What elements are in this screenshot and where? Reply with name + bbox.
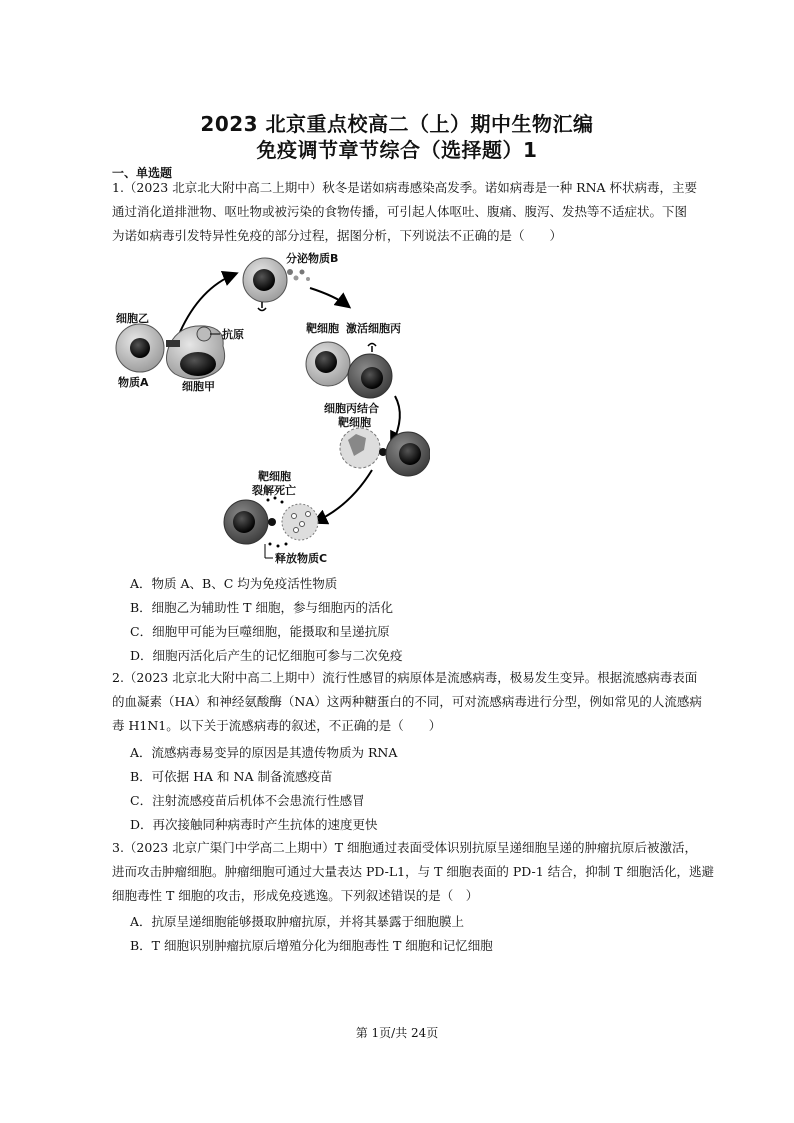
label-activated-bing: 激活细胞丙 — [346, 322, 401, 335]
question-2-line: 毒 H1N1。以下关于流感病毒的叙述，不正确的是（ ） — [112, 718, 442, 733]
question-1-line: 通过消化道排泄物、呕吐物或被污染的食物传播，可引起人体呕吐、腹痛、腹泻、发热等不适症状。下图 — [112, 204, 688, 219]
label-substance-a: 物质A — [118, 376, 149, 389]
activated-cell-bing-icon — [348, 344, 392, 399]
label-cell-jia: 细胞甲 — [182, 380, 215, 393]
label-secrete-b: 分泌物质B — [286, 252, 339, 265]
page-footer: 第 1页/共 24页 — [355, 1026, 439, 1040]
label-cell-yi: 细胞乙 — [116, 312, 149, 325]
q1-option-a: A．物质 A、B、C 均为免疫活性物质 — [130, 576, 338, 591]
top-cell-icon — [243, 258, 310, 311]
lysis-cells-icon — [224, 497, 318, 548]
q1-option-c: C．细胞甲可能为巨噬细胞，能摄取和呈递抗原 — [130, 624, 390, 639]
question-3-stem — [112, 836, 714, 908]
question-3-line: 细胞毒性 T 细胞的攻击，形成免疫逃逸。下列叙述错误的是（ ） — [112, 888, 479, 903]
q2-option-b: B．可依据 HA 和 NA 制备流感疫苗 — [130, 769, 333, 784]
question-2-line: 2.（2023 北京北大附中高二上期中）流行性感冒的病原体是流感病毒，极易发生变异。根据流感病毒表面 — [112, 670, 698, 685]
binding-cells-icon — [340, 428, 430, 476]
arrow-curve — [310, 288, 348, 306]
q2-option-d: D．再次接触同种病毒时产生抗体的速度更快 — [130, 817, 378, 832]
label-binding-line2: 靶细胞 — [338, 416, 371, 429]
target-cell-icon — [306, 342, 350, 386]
document-title-line1: 2023 北京重点校高二（上）期中生物汇编 — [200, 112, 594, 136]
label-lysis-line2: 裂解死亡 — [252, 484, 296, 497]
document-title-line2: 免疫调节章节综合（选择题）1 — [256, 138, 538, 162]
question-2-line: 的血凝素（HA）和神经氨酸酶（NA）这两种糖蛋白的不同，可对流感病毒进行分型，例如常见的人流感病 — [112, 694, 702, 709]
question-2-stem — [112, 666, 702, 738]
label-lysis-line1: 靶细胞 — [258, 470, 291, 483]
q2-option-c: C．注射流感疫苗后机体不会患流行性感冒 — [130, 793, 365, 808]
question-1-stem — [112, 176, 698, 248]
label-target-cell: 靶细胞 — [306, 322, 339, 335]
immune-process-figure — [110, 248, 430, 578]
q3-option-a: A．抗原呈递细胞能够摄取肿瘤抗原，并将其暴露于细胞膜上 — [130, 914, 465, 929]
question-1-line: 为诺如病毒引发特异性免疫的部分过程，据图分析，下列说法不正确的是（ ） — [112, 228, 563, 243]
arrow-curve — [180, 274, 235, 332]
label-binding-line1: 细胞丙结合 — [324, 402, 379, 415]
section-label: 一、单选题 — [112, 166, 173, 180]
q3-option-b: B．T 细胞识别肿瘤抗原后增殖分化为细胞毒性 T 细胞和记忆细胞 — [130, 938, 493, 953]
question-1-line: 1.（2023 北京北大附中高二上期中）秋冬是诺如病毒感染高发季。诺如病毒是一种 RNA 杯状病毒，主要 — [112, 180, 698, 195]
question-3-line: 3.（2023 北京广渠门中学高二上期中）T 细胞通过表面受体识别抗原呈递细胞呈递的肿瘤抗原后被激活， — [112, 840, 698, 855]
question-3-line: 进而攻击肿瘤细胞。肿瘤细胞可通过大量表达 PD-L1，与 T 细胞表面的 PD-1 结合，抑制 T 细胞活化，逃避 — [112, 864, 714, 879]
label-release-c: 释放物质C — [275, 552, 328, 565]
q2-option-a: A．流感病毒易变异的原因是其遗传物质为 RNA — [130, 745, 398, 760]
label-antigen: 抗原 — [222, 328, 244, 341]
q1-option-b: B．细胞乙为辅助性 T 细胞，参与细胞丙的活化 — [130, 600, 393, 615]
arrow-curve — [315, 470, 372, 522]
cell-yi-icon — [116, 324, 164, 372]
q1-option-d: D．细胞丙活化后产生的记忆细胞可参与二次免疫 — [130, 648, 403, 663]
